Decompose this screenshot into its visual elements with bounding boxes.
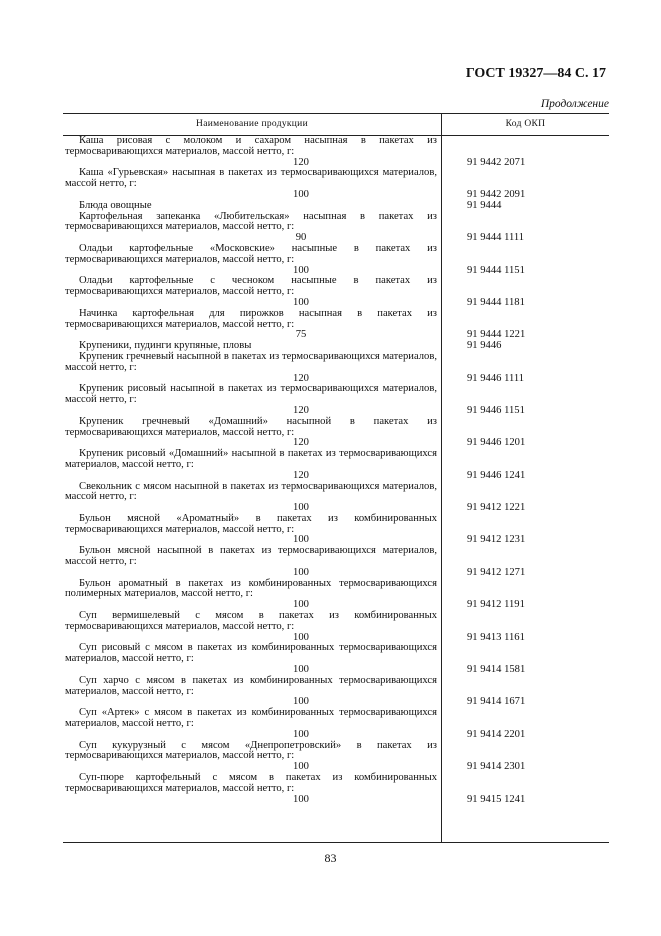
- product-name-cell: [63, 352, 441, 384]
- net-mass-value: 100: [293, 264, 309, 276]
- okp-code-cell: [441, 579, 609, 611]
- okp-code: 91 9446: [467, 340, 502, 352]
- net-mass-value: 120: [293, 469, 309, 481]
- net-mass-value: 100: [293, 696, 309, 708]
- table-row: [63, 384, 609, 416]
- product-name-cell: [63, 449, 441, 481]
- product-name-cell: [63, 309, 441, 341]
- product-name-cell: [63, 276, 441, 308]
- table-row: [63, 514, 609, 546]
- net-mass-value: 90: [295, 232, 307, 244]
- table-row: [63, 136, 609, 168]
- okp-code-cell: [441, 449, 609, 481]
- column-header-name: Наименование продукции: [196, 119, 308, 129]
- table-row: [63, 417, 609, 449]
- table-row: [63, 741, 609, 773]
- product-name-cell: [63, 168, 441, 200]
- okp-code: 91 9442 2071: [467, 156, 526, 168]
- product-name: Каша рисовая с молоком и сахаром насыпная в пакетах из термосваривающихся материалов, массой нетто, г:: [65, 135, 437, 157]
- okp-code-cell: [441, 611, 609, 643]
- okp-code: 91 9446 1201: [467, 437, 526, 449]
- net-mass-value: 100: [293, 534, 309, 546]
- product-name: Картофельная запеканка «Любительская» насыпная в пакетах из термосваривающихся материалов, массой нетто, г:: [65, 210, 437, 233]
- net-mass-value: 120: [293, 156, 309, 168]
- product-name: Каша «Гурьевская» насыпная в пакетах из термосваривающихся материалов, массой нетто, г:: [65, 167, 437, 190]
- product-name-cell: [63, 417, 441, 449]
- product-name-cell: [63, 514, 441, 546]
- table-row: [63, 643, 609, 675]
- net-mass-value: 100: [293, 728, 309, 740]
- product-name: Бульон мясной насыпной в пакетах из термосваривающихся материалов, массой нетто, г:: [65, 545, 437, 568]
- product-name: Крупеники, пудинги крупяные, пловы: [79, 340, 252, 352]
- net-mass-value: 100: [293, 599, 309, 611]
- okp-code-cell: [441, 708, 609, 740]
- net-mass-value: 100: [293, 296, 309, 308]
- table-row: [63, 168, 609, 200]
- okp-code: 91 9444 1181: [467, 296, 525, 308]
- table-row: [63, 201, 609, 212]
- okp-code-cell: [441, 276, 609, 308]
- product-name-cell: [63, 244, 441, 276]
- product-name: Свекольник с мясом насыпной в пакетах из термосваривающихся материалов, массой нетто, г:: [65, 480, 437, 503]
- okp-code-cell: [441, 168, 609, 200]
- table-row: [63, 676, 609, 708]
- okp-code-cell: [441, 676, 609, 708]
- okp-code: 91 9412 1221: [467, 502, 526, 514]
- table-row: [63, 482, 609, 514]
- product-name: Крупеник гречневый «Домашний» насыпной в пакетах из термосваривающихся материалов, массой нетто, г:: [65, 415, 437, 438]
- product-name: Бульон мясной «Ароматный» в пакетах из комбинированных термосваривающихся материалов, массой нетто, г:: [65, 512, 437, 535]
- okp-code: 91 9444: [467, 199, 502, 211]
- okp-code: 91 9415 1241: [467, 793, 526, 805]
- okp-code: 91 9446 1151: [467, 404, 525, 416]
- product-name-cell: [63, 741, 441, 773]
- product-name-cell: [63, 611, 441, 643]
- okp-code-cell: [441, 546, 609, 578]
- net-mass-value: 100: [293, 566, 309, 578]
- table-row: [63, 276, 609, 308]
- product-name: Блюда овощные: [79, 199, 152, 211]
- table-row: [63, 309, 609, 341]
- okp-code: 91 9444 1151: [467, 264, 525, 276]
- okp-code: 91 9444 1221: [467, 329, 526, 341]
- okp-code-cell: [441, 643, 609, 675]
- okp-code-cell: [441, 773, 609, 805]
- product-name: Суп вермишелевый с мясом в пакетах из комбинированных термосваривающихся материалов, массой нетто, г:: [65, 610, 437, 632]
- okp-code-cell: [441, 341, 609, 352]
- okp-code-cell: [441, 417, 609, 449]
- product-name-cell: [63, 482, 441, 514]
- continuation-label: Продолжение: [540, 98, 609, 110]
- product-name-cell: [63, 579, 441, 611]
- product-name: Суп «Артек» с мясом в пакетах из комбинированных термосваривающихся материалов, массой нетто, г:: [65, 707, 437, 730]
- net-mass-value: 120: [293, 404, 309, 416]
- product-name: Оладьи картофельные «Московские» насыпные в пакетах из термосваривающихся материалов, массой нетто, г:: [65, 242, 437, 265]
- table-row: [63, 449, 609, 481]
- product-table: [63, 113, 609, 843]
- okp-code: 91 9412 1191: [467, 599, 525, 611]
- net-mass-value: 100: [293, 188, 309, 200]
- okp-code-cell: [441, 482, 609, 514]
- okp-code: 91 9446 1241: [467, 469, 526, 481]
- product-name: Крупеник рисовый насыпной в пакетах из термосваривающихся материалов, массой нетто, г:: [65, 383, 437, 406]
- okp-code-cell: [441, 136, 609, 168]
- table-row: [63, 579, 609, 611]
- okp-code: 91 9414 1581: [467, 664, 526, 676]
- product-name: Суп-пюре картофельный с мясом в пакетах из комбинированных термосваривающихся материалов, массой нетто, г:: [65, 772, 437, 794]
- okp-code-cell: [441, 741, 609, 773]
- okp-code-cell: [441, 352, 609, 384]
- table-row: [63, 611, 609, 643]
- okp-code: 91 9414 1671: [467, 696, 526, 708]
- okp-code-cell: [441, 514, 609, 546]
- net-mass-value: 75: [295, 329, 307, 341]
- table-row: [63, 546, 609, 578]
- column-header-code: Код ОКП: [505, 119, 546, 129]
- product-name: Начинка картофельная для пирожков насыпная в пакетах из термосваривающихся материалов, массой нетто, г:: [65, 307, 437, 330]
- okp-code-cell: [441, 212, 609, 244]
- net-mass-value: 120: [293, 437, 309, 449]
- product-name-cell: [63, 384, 441, 416]
- okp-code: 91 9412 1231: [467, 534, 526, 546]
- product-name-cell: [63, 201, 441, 212]
- table-row: [63, 352, 609, 384]
- net-mass-value: 100: [293, 664, 309, 676]
- okp-code-cell: [441, 309, 609, 341]
- okp-code-cell: [441, 384, 609, 416]
- product-name: Оладьи картофельные с чесноком насыпные в пакетах из термосваривающихся материалов, массой нетто, г:: [65, 275, 437, 298]
- page-header: ГОСТ 19327—84 С. 17: [465, 66, 606, 81]
- okp-code-cell: [441, 244, 609, 276]
- net-mass-value: 100: [293, 793, 309, 805]
- okp-code: 91 9414 2301: [467, 761, 526, 773]
- product-name: Бульон ароматный в пакетах из комбинированных термосваривающихся полимерных материалов, массой нетто, г:: [65, 577, 437, 600]
- okp-code: 91 9444 1111: [467, 232, 525, 244]
- okp-code: 91 9442 2091: [467, 188, 526, 200]
- table-body: [63, 136, 609, 805]
- okp-code: 91 9413 1161: [467, 631, 525, 643]
- okp-code: 91 9414 2201: [467, 728, 526, 740]
- okp-code: 91 9446 1111: [467, 372, 525, 384]
- net-mass-value: 120: [293, 372, 309, 384]
- table-row: [63, 244, 609, 276]
- okp-code: 91 9412 1271: [467, 566, 526, 578]
- table-row: [63, 773, 609, 805]
- product-name-cell: [63, 773, 441, 805]
- product-name-cell: [63, 676, 441, 708]
- product-name-cell: [63, 546, 441, 578]
- table-header: [63, 114, 609, 136]
- net-mass-value: 100: [293, 502, 309, 514]
- product-name: Крупеник рисовый «Домашний» насыпной в пакетах из термосваривающихся материалов, массой нетто, г:: [65, 448, 437, 470]
- product-name: Суп рисовый с мясом в пакетах из комбинированных термосваривающихся материалов, массой нетто, г:: [65, 642, 437, 665]
- table-row: [63, 708, 609, 740]
- net-mass-value: 100: [293, 631, 309, 643]
- product-name-cell: [63, 212, 441, 244]
- product-name: Суп харчо с мясом в пакетах из комбинированных термосваривающихся материалов, массой нетто, г:: [65, 674, 437, 697]
- page-number: 83: [324, 851, 337, 865]
- net-mass-value: 100: [293, 761, 309, 773]
- table-row: [63, 212, 609, 244]
- product-name-cell: [63, 708, 441, 740]
- okp-code-cell: [441, 201, 609, 212]
- product-name-cell: [63, 643, 441, 675]
- product-name: Суп кукурузный с мясом «Днепропетровский» в пакетах из термосваривающихся материалов, массой нетто, г:: [65, 739, 437, 762]
- product-name-cell: [63, 136, 441, 168]
- product-name: Крупеник гречневый насыпной в пакетах из термосваривающихся материалов, массой нетто, г:: [65, 350, 437, 373]
